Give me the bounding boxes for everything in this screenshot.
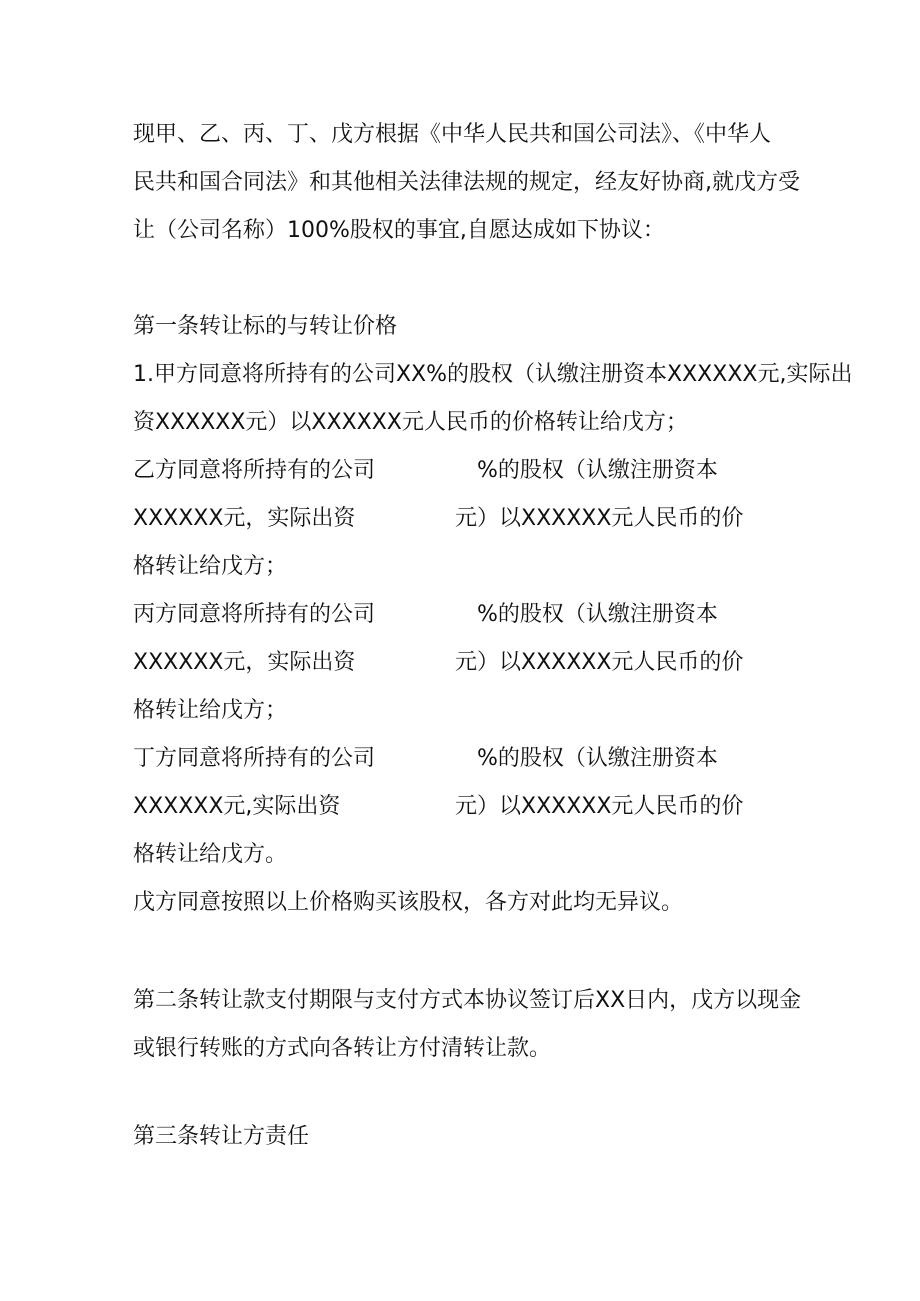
party-c-line-1-left: 丙方同意将所持有的公司	[133, 602, 376, 627]
article-2-line-2: 或银行转账的方式向各转让方付清转让款。	[133, 1036, 552, 1061]
party-d-line-3: 格转让给戊方。	[133, 842, 288, 867]
party-a-line-1: 1.甲方同意将所持有的公司XX%的股权（认缴注册资本XXXXXX元,实际出	[133, 362, 853, 387]
intro-line-1: 现甲、乙、丙、丁、戊方根据《中华人民共和国公司法》、《中华人	[133, 122, 772, 147]
party-b-line-1-right: %的股权（认缴注册资本	[477, 458, 718, 483]
party-d-line-1-left: 丁方同意将所持有的公司	[133, 746, 376, 771]
party-c-line-1-right: %的股权（认缴注册资本	[477, 602, 718, 627]
party-c-line-2-left: XXXXXX元，实际出资	[133, 650, 356, 675]
intro-line-2: 民共和国合同法》和其他相关法律法规的规定，经友好协商,就戊方受	[133, 170, 800, 195]
party-c-line-3: 格转让给戊方；	[133, 698, 288, 723]
intro-line-3: 让（公司名称）100%股权的事宜,自愿达成如下协议：	[133, 218, 665, 243]
party-b-line-2-right: 元）以XXXXXX元人民币的价	[455, 506, 744, 531]
party-d-line-2-right: 元）以XXXXXX元人民币的价	[455, 794, 744, 819]
article-1-conclusion: 戊方同意按照以上价格购买该股权，各方对此均无异议。	[133, 890, 684, 915]
party-b-line-3: 格转让给戊方；	[133, 554, 288, 579]
party-c-line-2-right: 元）以XXXXXX元人民币的价	[455, 650, 744, 675]
article-3-title: 第三条转让方责任	[133, 1124, 310, 1149]
party-d-line-2-left: XXXXXX元,实际出资	[133, 794, 341, 819]
party-a-line-2: 资XXXXXX元）以XXXXXX元人民币的价格转让给戊方；	[133, 410, 688, 435]
party-d-line-1-right: %的股权（认缴注册资本	[477, 746, 718, 771]
article-2-line-1: 第二条转让款支付期限与支付方式本协议签订后XX日内，戊方以现金	[133, 988, 802, 1013]
party-b-line-1-left: 乙方同意将所持有的公司	[133, 458, 376, 483]
party-b-line-2-left: XXXXXX元，实际出资	[133, 506, 356, 531]
article-1-title: 第一条转让标的与转让价格	[133, 314, 398, 339]
